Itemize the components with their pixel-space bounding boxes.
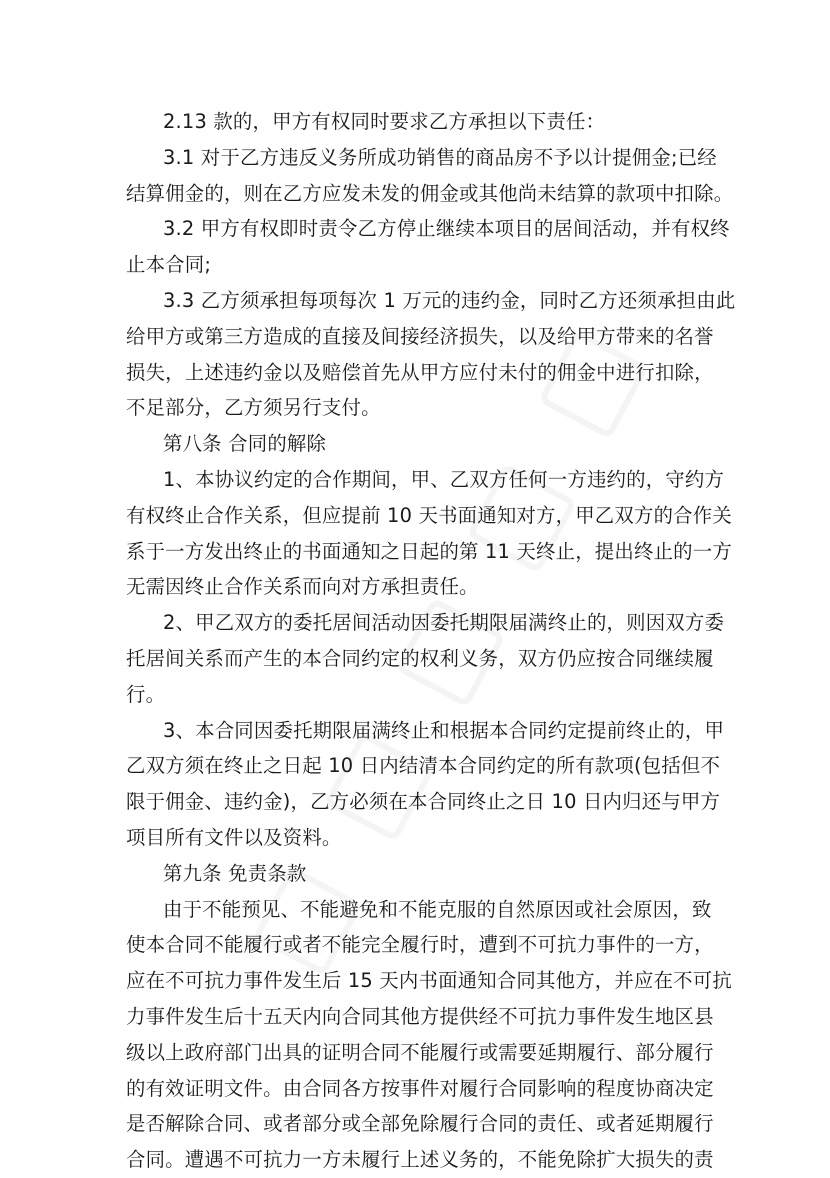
text-line: 应在不可抗力事件发生后 15 天内书面通知合同其他方，并应在不可抗 xyxy=(126,969,732,993)
text-line: 结算佣金的，则在乙方应发未发的佣金或其他尚未结算的款项中扣除。 xyxy=(126,181,734,205)
document-body xyxy=(126,104,736,1178)
text-line: 给甲方或第三方造成的直接及间接经济损失，以及给甲方带来的名誉 xyxy=(126,324,714,348)
text-line: 由于不能预见、不能避免和不能克服的自然原因或社会原因，致 xyxy=(163,897,712,921)
text-line: 1、本协议约定的合作期间，甲、乙双方任何一方违约的，守约方 xyxy=(163,467,725,491)
section-heading: 第八条 合同的解除 xyxy=(163,432,327,456)
text-line: 力事件发生后十五天内向合同其他方提供经不可抗力事件发生地区县 xyxy=(126,1004,714,1028)
text-line: 系于一方发出终止的书面通知之日起的第 11 天终止，提出终止的一方 xyxy=(126,539,732,563)
text-line: 项目所有文件以及资料。 xyxy=(126,825,342,849)
text-line: 3.2 甲方有权即时责令乙方停止继续本项目的居间活动，并有权终 xyxy=(163,217,730,241)
text-line: 限于佣金、违约金)，乙方必须在本合同终止之日 10 日内归还与甲方 xyxy=(126,790,721,814)
text-line: 行。 xyxy=(126,682,166,706)
section-heading: 第九条 免责条款 xyxy=(163,861,307,885)
text-line: 2.13 款的，甲方有权同时要求乙方承担以下责任： xyxy=(163,110,606,133)
text-line: 的有效证明文件。由合同各方按事件对履行合同影响的程度协商决定 xyxy=(126,1076,714,1100)
text-line: 有权终止合作关系，但应提前 10 天书面通知对方，甲乙双方的合作关 xyxy=(126,503,732,527)
text-line: 损失，上述违约金以及赔偿首先从甲方应付未付的佣金中进行扣除， xyxy=(126,360,714,384)
text-line: 止本合同; xyxy=(126,253,212,277)
text-line: 不足部分，乙方须另行支付。 xyxy=(126,396,381,420)
text-line: 合同。遭遇不可抗力一方未履行上述义务的，不能免除扩大损失的责 xyxy=(126,1148,714,1172)
text-line: 3.1 对于乙方违反义务所成功销售的商品房不予以计提佣金;已经 xyxy=(163,145,717,169)
text-line: 3、本合同因委托期限届满终止和根据本合同约定提前终止的，甲 xyxy=(163,718,725,742)
text-line: 乙双方须在终止之日起 10 日内结清本合同约定的所有款项(包括但不 xyxy=(126,754,721,778)
text-line: 2、甲乙双方的委托居间活动因委托期限届满终止的，则因双方委 xyxy=(163,611,725,635)
text-line: 3.3 乙方须承担每项每次 1 万元的违约金，同时乙方还须承担由此 xyxy=(163,288,736,312)
text-line: 无需因终止合作关系而向对方承担责任。 xyxy=(126,575,479,599)
text-line: 级以上政府部门出具的证明合同不能履行或需要延期履行、部分履行 xyxy=(126,1040,714,1064)
text-line: 托居间关系而产生的本合同约定的权利义务，双方仍应按合同继续履 xyxy=(126,646,714,670)
text-line: 使本合同不能履行或者不能完全履行时，遭到不可抗力事件的一方， xyxy=(126,933,714,957)
text-line: 是否解除合同、或者部分或全部免除履行合同的责任、或者延期履行 xyxy=(126,1112,714,1136)
